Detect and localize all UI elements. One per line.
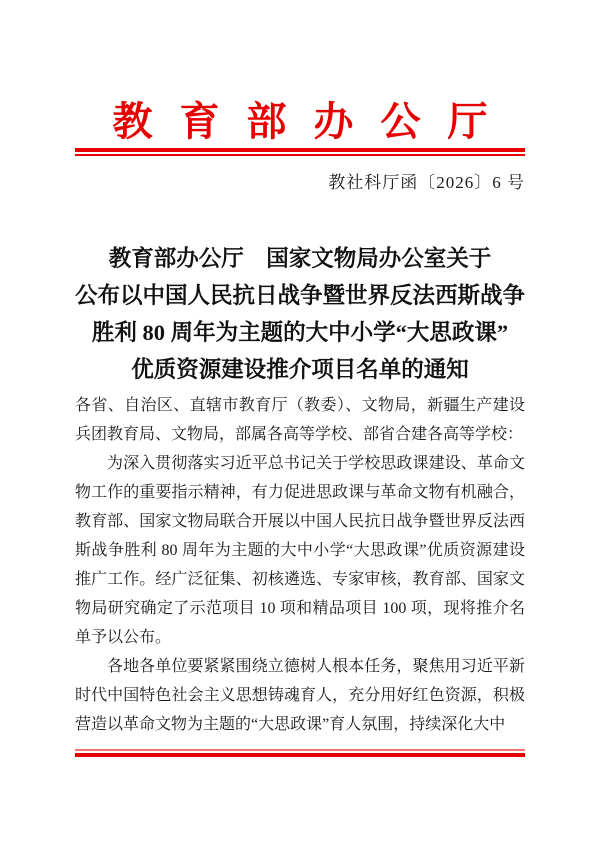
body-paragraph-1: 为深入贯彻落实习近平总书记关于学校思政课建设、革命文物工作的重要指示精神，有力促进思政课与革命文物有机融合，教育部、国家文物局联合开展以中国人民抗日战争暨世界反法西斯战争胜利 80 周年为主题的大中小学“大思政课”优质资源建设推广工作。经广泛征集、初核遴选、专家审核，教育部、国家文物局研究确定了示范项目 10 项和精品项目 100 项，现将推介名单予以公布。 xyxy=(75,455,525,646)
document-title xyxy=(50,240,550,388)
red-rule-thin xyxy=(75,154,525,156)
red-rule-thin xyxy=(75,749,525,751)
red-separator-bottom xyxy=(75,749,525,757)
document-reference-number: 教社科厅函〔2026〕6 号 xyxy=(328,173,525,192)
red-rule-thick xyxy=(75,148,525,152)
document-body xyxy=(75,391,525,739)
red-separator-top xyxy=(75,148,525,156)
document-title-line-4: 优质资源建设推介项目名单的通知 xyxy=(131,357,469,382)
salutation-paragraph: 各省、自治区、直辖市教育厅（教委）、文物局，新疆生产建设兵团教育局、文物局，部属各高等学校、部省合建各高等学校： xyxy=(75,397,525,443)
document-title-line-3: 胜利 80 周年为主题的大中小学“大思政课” xyxy=(91,320,509,345)
letterhead-agency-title: 教育部办公厅 xyxy=(112,99,515,144)
red-rule-thick xyxy=(75,753,525,757)
body-paragraph-2: 各地各单位要紧紧围绕立德树人根本任务，聚焦用习近平新时代中国特色社会主义思想铸魂育人，充分用好红色资源，积极营造以革命文物为主题的“大思政课”育人氛围，持续深化大中 xyxy=(75,658,525,733)
document-title-line-1: 教育部办公厅 国家文物局办公室关于 xyxy=(108,246,492,271)
document-title-line-2: 公布以中国人民抗日战争暨世界反法西斯战争 xyxy=(74,283,525,308)
